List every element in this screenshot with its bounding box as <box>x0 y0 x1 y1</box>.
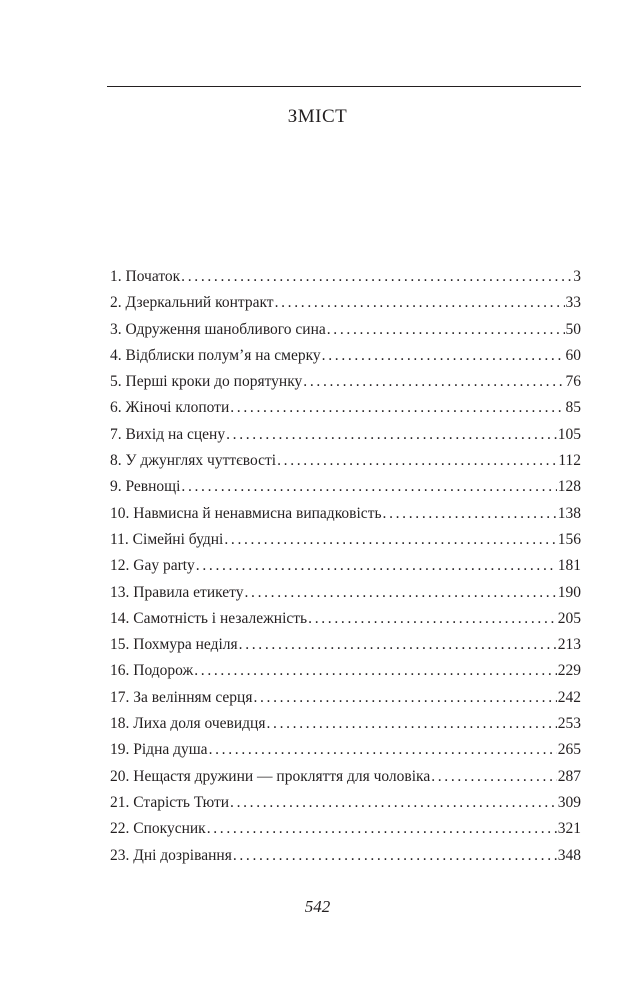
toc-entry-page: 213 <box>557 636 581 654</box>
toc-entry-title: 14. Самотність і незалежність <box>110 609 308 627</box>
toc-entry-title: 20. Нещастя дружини — прокляття для чоловіка <box>110 767 431 785</box>
toc-entry <box>110 689 581 715</box>
dot-leader <box>308 610 557 628</box>
toc-entry-page: 287 <box>557 767 581 785</box>
toc-entry-title: 21. Старість Тюти <box>110 793 230 811</box>
toc-entry <box>110 426 581 452</box>
toc-entry-title: 8. У джунглях чуттєвості <box>110 452 277 470</box>
page-number: 542 <box>304 897 331 916</box>
toc-entry <box>110 505 581 531</box>
toc-entry-title: 9. Ревнощі <box>110 478 181 496</box>
toc-entry-title: 18. Лиха доля очевидця <box>110 715 266 733</box>
toc-entry <box>110 347 581 373</box>
toc-entry-title: 10. Навмисна й ненавмисна випадковість <box>110 504 382 522</box>
table-of-contents <box>110 268 581 873</box>
dot-leader <box>244 584 556 602</box>
toc-entry <box>110 610 581 636</box>
toc-entry <box>110 399 581 425</box>
toc-entry <box>110 715 581 741</box>
toc-entry-page: 253 <box>557 715 581 733</box>
dot-leader <box>327 321 565 339</box>
toc-entry-page: 33 <box>565 294 581 312</box>
toc-entry-title: 16. Подорож <box>110 662 194 680</box>
dot-leader <box>207 820 557 838</box>
toc-entry <box>110 531 581 557</box>
toc-entry-title: 1. Початок <box>110 268 181 285</box>
dot-leader <box>230 399 564 417</box>
toc-entry <box>110 847 581 873</box>
toc-entry <box>110 741 581 767</box>
toc-entry-page: 265 <box>557 741 581 759</box>
toc-entry-page: 181 <box>557 557 581 575</box>
dot-leader <box>253 689 556 707</box>
toc-entry-page: 321 <box>557 820 581 838</box>
dot-leader <box>277 452 557 470</box>
dot-leader <box>181 268 572 286</box>
dot-leader <box>383 505 557 523</box>
dot-leader <box>209 741 557 759</box>
toc-entry <box>110 636 581 662</box>
toc-entry <box>110 478 581 504</box>
toc-entry-page: 138 <box>557 504 581 522</box>
dot-leader <box>196 557 557 575</box>
dot-leader <box>226 426 557 444</box>
toc-entry <box>110 373 581 399</box>
dot-leader <box>266 715 556 733</box>
dot-leader <box>194 662 557 680</box>
toc-entry-title: 6. Жіночі клопоти <box>110 399 230 417</box>
toc-entry-title: 15. Похмура неділя <box>110 636 238 654</box>
dot-leader <box>275 294 565 312</box>
toc-entry-page: 112 <box>558 452 581 470</box>
toc-entry <box>110 321 581 347</box>
dot-leader <box>239 636 557 654</box>
toc-entry <box>110 820 581 846</box>
toc-entry-page: 229 <box>557 662 581 680</box>
toc-entry-title: 13. Правила етикету <box>110 583 244 601</box>
toc-entry-page: 128 <box>557 478 581 496</box>
dot-leader <box>431 768 557 786</box>
toc-entry-page: 190 <box>557 583 581 601</box>
toc-entry <box>110 294 581 320</box>
toc-entry-page: 348 <box>557 846 581 864</box>
toc-entry-title: 12. Gay party <box>110 557 195 575</box>
toc-entry-page: 205 <box>557 609 581 627</box>
header-rule <box>107 86 581 87</box>
toc-entry-page: 60 <box>565 346 581 364</box>
toc-entry-page: 242 <box>557 688 581 706</box>
toc-entry-page: 3 <box>573 268 581 285</box>
toc-entry-title: 4. Відблиски полум’я на смерку <box>110 346 321 364</box>
toc-entry <box>110 768 581 794</box>
dot-leader <box>303 373 564 391</box>
dot-leader <box>224 531 556 549</box>
page-title: ЗМІСТ <box>287 106 348 127</box>
toc-entry-title: 11. Сімейні будні <box>110 530 224 548</box>
dot-leader <box>322 347 565 365</box>
toc-entry-page: 76 <box>565 373 581 391</box>
toc-entry <box>110 557 581 583</box>
toc-entry-title: 17. За велінням серця <box>110 688 253 706</box>
dot-leader <box>233 847 557 865</box>
dot-leader <box>181 478 556 496</box>
toc-entry <box>110 794 581 820</box>
toc-entry-page: 85 <box>565 399 581 417</box>
toc-entry-title: 5. Перші кроки до порятунку <box>110 373 303 391</box>
toc-entry <box>110 662 581 688</box>
toc-entry-title: 19. Рідна душа <box>110 741 208 759</box>
toc-entry-title: 2. Дзеркальний контракт <box>110 294 274 312</box>
dot-leader <box>230 794 557 812</box>
toc-entry-title: 23. Дні дозрівання <box>110 846 232 864</box>
toc-entry-page: 50 <box>565 320 581 338</box>
toc-entry <box>110 268 581 294</box>
toc-entry-title: 22. Спокусник <box>110 820 206 838</box>
toc-entry-page: 309 <box>557 793 581 811</box>
toc-entry-page: 105 <box>557 425 581 443</box>
toc-entry-page: 156 <box>557 530 581 548</box>
toc-entry-title: 3. Одруження шанобливого сина <box>110 320 326 338</box>
toc-entry <box>110 452 581 478</box>
toc-entry <box>110 584 581 610</box>
toc-entry-title: 7. Вихід на сцену <box>110 425 226 443</box>
